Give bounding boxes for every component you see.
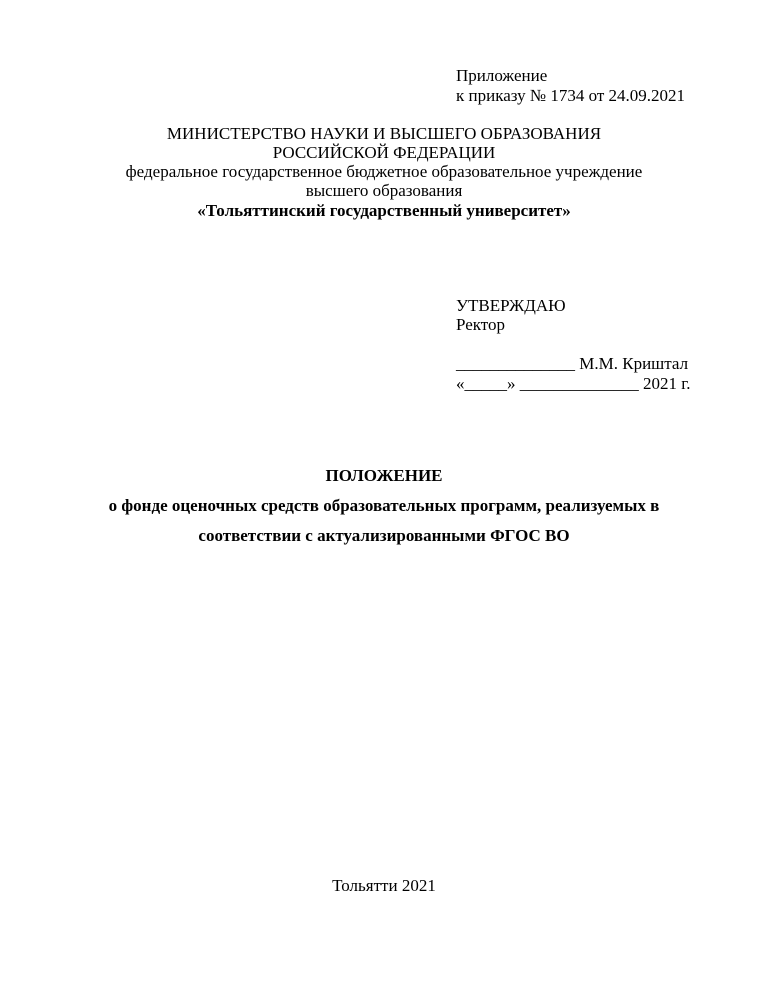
university-name: «Тольяттинский государственный университет» <box>197 201 571 220</box>
document-title: ПОЛОЖЕНИЕ <box>325 466 443 485</box>
city-year: Тольятти 2021 <box>332 876 436 895</box>
ministry-name-line2: РОССИЙСКОЙ ФЕДЕРАЦИИ <box>272 143 496 162</box>
institution-type-line1: федеральное государственное бюджетное образовательное учреждение <box>125 162 643 181</box>
approval-position: Ректор <box>456 315 506 334</box>
institution-type-line2: высшего образования <box>305 181 463 200</box>
approval-signature-line: ______________ М.М. Криштал <box>456 354 689 373</box>
document-subtitle-line1: о фонде оценочных средств образовательных программ, реализуемых в <box>108 496 660 515</box>
approval-heading: УТВЕРЖДАЮ <box>456 296 566 315</box>
appendix-order-reference: к приказу № 1734 от 24.09.2021 <box>456 86 686 105</box>
approval-date-line: «_____» ______________ 2021 г. <box>456 374 691 393</box>
document-subtitle-line2: соответствии с актуализированными ФГОС ВО <box>198 526 570 545</box>
appendix-label: Приложение <box>456 66 548 85</box>
ministry-name-line1: МИНИСТЕРСТВО НАУКИ И ВЫСШЕГО ОБРАЗОВАНИЯ <box>166 124 602 143</box>
